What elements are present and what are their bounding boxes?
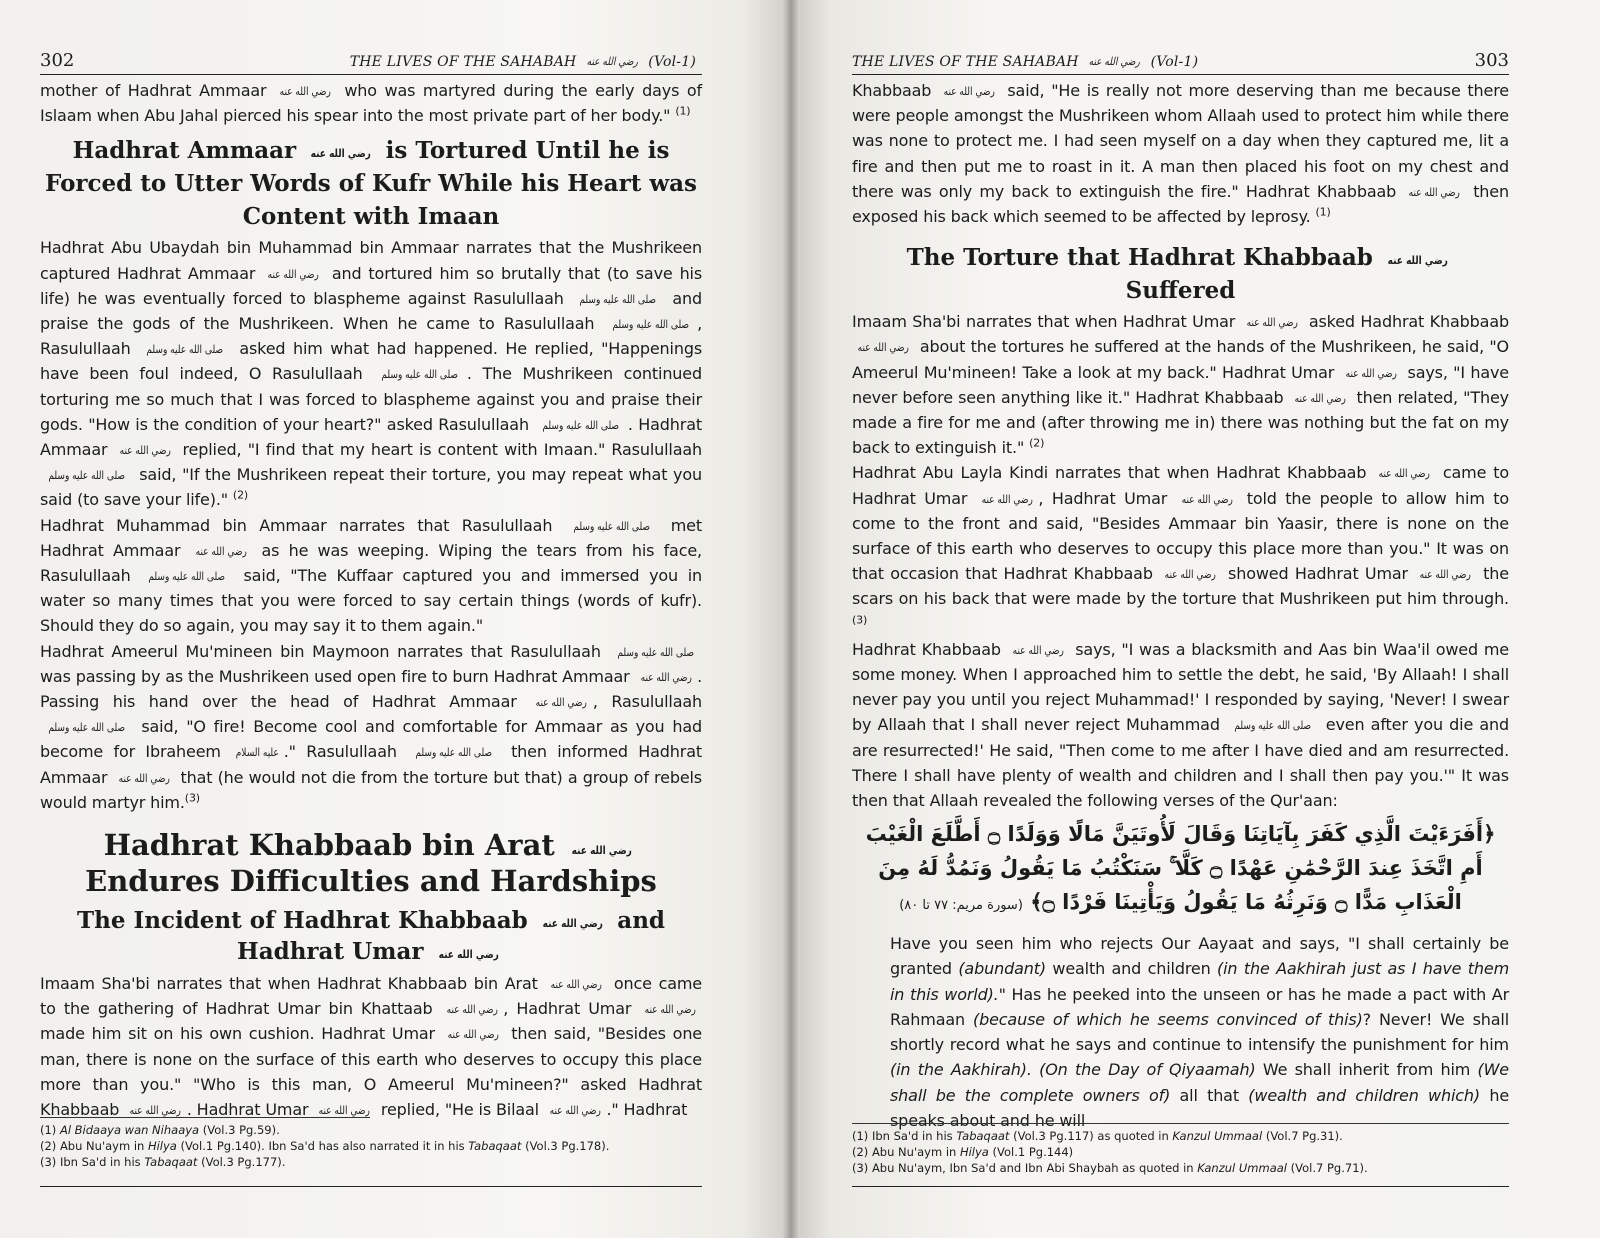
- paragraph-abu-ubaydah: Hadhrat Abu Ubaydah bin Muhammad bin Ammaar narrates that the Mushrikeen captured Hadhrat Ammaar رضي الله عنه and tortured him so brutally that (to save his life) he was eventually forced to blaspheme against Rasulullaah صلى الله عليه وسلم and praise the gods of the Mushrikeen. When he came to Rasulullaah صلى الله عليه وسلم , Rasulullaah صلى الله عليه وسلم asked him what had happened. He replied, "Happenings have been foul indeed, O Rasulullaah صلى الله عليه وسلم . The Mushrikeen continued torturing me so much that I was forced to blaspheme against you and praise their gods. "How is the condition of your heart?" asked Rasulullaah صلى الله عليه وسلم . Hadhrat Ammaar رضي الله عنه replied, "I find that my heart is content with Imaan." Rasulullaah صلى الله عليه وسلم said, "If the Mushrikeen repeat their torture, you may repeat what you said (to save your life)." $^{(2)}$: [40, 238, 703, 510]
- paragraph-ameerul-muamineen: Hadhrat Ameerul Mu'mineen bin Maymoon narrates that Rasulullaah صلى الله عليه وسلم was passing by as the Mushrikeen used open fire to burn Hadhrat Ammaar رضي الله عنه . Passing his hand over the head of Hadhrat Ammaar رضي الله عنه , Rasulullaah صلى الله عليه وسلم said, "O fire! Become cool and comfortable for Ammaar as you had become for Ibraheem عليه السلام ." Rasulullaah صلى الله عليه وسلم then informed Hadhrat Ammaar رضي الله عنه that (he would not die from the torture but that) a group of rebels would martyr him.$^{(3)}$: [40, 641, 703, 812]
- right-bottom-rule: [852, 1186, 1509, 1187]
- footnote-3: (3) Ibn Sa'd in his Tabaqaat (Vol.3 Pg.177).: [40, 1155, 286, 1169]
- paragraph-abu-layla: Hadhrat Abu Layla Kindi narrates that when Hadhrat Khabbaab رضي الله عنه came to Hadhrat Umar رضي الله عنه , Hadhrat Umar رضي الله عنه told the people to allow him to come to the front and said, "Besides Ammaar bin Yaasir, there is none on the surface of this earth who deserves to occupy this place more than you." It was on that occasion that Hadhrat Khabbaab رضي الله عنه showed Hadhrat Umar رضي الله عنه the scars on his back that were made by the torture that Mushrikeen put him through. $^{(3)}$: [852, 463, 1510, 627]
- verse-translation: [852, 931, 1509, 1133]
- right-page: [790, 0, 1600, 1238]
- left-opening-paragraph: mother of Hadhrat Ammaar رضي الله عنه who was martyred during the early days of Islaam when Abu Jahal pierced his spear into the most private part of her body." $^{(1)}$: [40, 81, 703, 126]
- right-page-content: [852, 50, 1509, 1133]
- footnote-1: (1) Ibn Sa'd in his Tabaqaat (Vol.3 Pg.117) as quoted in Kanzul Ummaal (Vol.7 Pg.31).: [852, 1129, 1343, 1143]
- footnote-rule: [40, 1117, 370, 1118]
- paragraph-blacksmith: Hadhrat Khabbaab رضي الله عنه says, "I was a blacksmith and Aas bin Waa'il owed me some money. When I approached him to settle the debt, he said, 'By Allaah! I shall never pay you until you reject Muhammad!' I responded by saying, 'Never! I swear by Allaah that I shall never reject Muhammad صلى الله عليه وسلم even after you die and are resurrected!' He said, "Then come to me after I have died and am resurrected. There I shall have plenty of wealth and children and I shall then pay you.'" It was then that Allaah revealed the following verses of the Qur'aan:: [852, 639, 1510, 811]
- right-running-title: THE LIVES OF THE SAHABAH رضي الله عنه (Vol-1): [852, 54, 1199, 70]
- footnote-1: (1) Al Bidaaya wan Nihaaya (Vol.3 Pg.59).: [40, 1123, 280, 1137]
- heading-ammaar-tortured: Hadhrat Ammaar رضي الله عنه is Tortured Until he is Forced to Utter Words of Kufr While his Heart was Content with Imaan: [45, 137, 697, 231]
- right-opening-paragraph: Khabbaab رضي الله عنه said, "He is really not more deserving than me because there were people amongst the Mushrikeen whom Allaah used to protect him while there was none to protect me. I had seen myself on a day when they captured me, lit a fire and then put me to roast in it. A man then placed his foot on my chest and there was only my back to extinguish the fire." Hadhrat Khabbaab رضي الله عنه then exposed his back which seemed to be affected by leprosy. $^{(1)}$: [852, 81, 1510, 227]
- paragraph-imaam-shabi: Imaam Sha'bi narrates that when Hadhrat Khabbaab bin Arat رضي الله عنه once came to the gathering of Hadhrat Umar bin Khattaab رضي الله عنه , Hadhrat Umar رضي الله عنه made him sit on his own cushion. Hadhrat Umar رضي الله عنه then said, "Besides one man, there is none on the surface of this earth who deserves to occupy this place more than you." "Who is this man, O Ameerul Mu'mineen?" asked Hadhrat Khabbaab رضي الله عنه . Hadhrat Umar رضي الله عنه replied, "He is Bilaal رضي الله عنه ." Hadhrat: [40, 974, 703, 1120]
- heading-torture-khabbaab: The Torture that Hadhrat Khabbaab رضي الله عنه Suffered: [906, 244, 1448, 305]
- verse-translation-text: Have you seen him who rejects Our Aayaat and says, "I shall certainly be granted (abundant) wealth and children (in the Aakhirah just as I have them in this world)." Has he peeked into the unseen or has he made a pact with Ar Rahmaan (because of which he seems convinced of this)? Never! We shall shortly record what he says and continue to intensify the punishment for him (in the Aakhirah). (On the Day of Qiyaamah) We shall inherit from him (We shall be the complete owners of) all that (wealth and children which) he speaks about and he will: [890, 934, 1510, 1130]
- left-running-head: [40, 50, 702, 75]
- book-gutter: [782, 0, 800, 1238]
- left-running-title: THE LIVES OF THE SAHABAH رضي الله عنه (Vol-1): [349, 54, 696, 70]
- left-bottom-rule: [40, 1186, 702, 1187]
- footnote-3: (3) Abu Nu'aym, Ibn Sa'd and Ibn Abi Shaybah as quoted in Kanzul Ummaal (Vol.7 Pg.71).: [852, 1161, 1368, 1175]
- heading-incident-khabbaab-umar: The Incident of Hadhrat Khabbaab رضي الله عنه and Hadhrat Umar رضي الله عنه: [76, 907, 666, 966]
- right-page-number: 303: [1474, 50, 1509, 71]
- left-page-number: 302: [40, 50, 75, 71]
- left-footnotes: [40, 1117, 702, 1170]
- right-running-head: [852, 50, 1509, 75]
- paragraph-muhammad-bin-ammaar: Hadhrat Muhammad bin Ammaar narrates that Rasulullaah صلى الله عليه وسلم met Hadhrat Ammaar رضي الله عنه as he was weeping. Wiping the tears from his face, Rasulullaah صلى الله عليه وسلم said, "The Kuffaar captured you and immersed you in water so many times that you were forced to say certain things (words of kufr). Should they do so again, you may say it to them again.": [40, 515, 703, 636]
- footnote-2: (2) Abu Nu'aym in Hilya (Vol.1 Pg.144): [852, 1145, 1074, 1159]
- paragraph-shabi-umar: Imaam Sha'bi narrates that when Hadhrat Umar رضي الله عنه asked Hadhrat Khabbaab رضي الله عنه about the tortures he suffered at the hands of the Mushrikeen, he said, "O Ameerul Mu'mineen! Take a look at my back." Hadhrat Umar رضي الله عنه says, "I have never before seen anything like it." Hadhrat Khabbaab رضي الله عنه then related, "They made a fire for me and (after throwing me in) there was nothing but the fat on my back to extinguish it." $^{(2)}$: [852, 312, 1510, 458]
- heading-khabbaab-endures: Hadhrat Khabbaab bin Arat رضي الله عنه Endures Difficulties and Hardships: [85, 828, 657, 899]
- left-page: [0, 0, 790, 1238]
- left-page-content: [40, 50, 702, 1122]
- footnote-2: (2) Abu Nu'aym in Hilya (Vol.1 Pg.140). Ibn Sa'd has also narrated it in his Tabaqaat (Vol.3 Pg.178).: [40, 1139, 610, 1153]
- footnote-rule: [852, 1123, 1509, 1124]
- quran-verse-reference: (سورة مريم: ٧٧ تا ٨٠): [899, 898, 1023, 914]
- quran-verse: ﴿أَفَرَءَيْتَ الَّذِي كَفَرَ بِآيَاتِنَا وَقَالَ لَأُوتَيَنَّ مَالًا وَوَلَدًا ۝ أَطَّلَعَ الْغَيْبَ أَمِ اتَّخَذَ عِندَ الرَّحْمَٰنِ عَهْدًا ۝ كَلَّا ۚ سَنَكْتُبُ مَا يَقُولُ وَنَمُدُّ لَهُ مِنَ الْعَذَابِ مَدًّا ۝ وَنَرِثُهُ مَا يَقُولُ وَيَأْتِينَا فَرْدًا ۝﴾ (سورة مريم: ٧٧ تا ٨٠): [865, 822, 1496, 915]
- right-footnotes: [852, 1123, 1509, 1176]
